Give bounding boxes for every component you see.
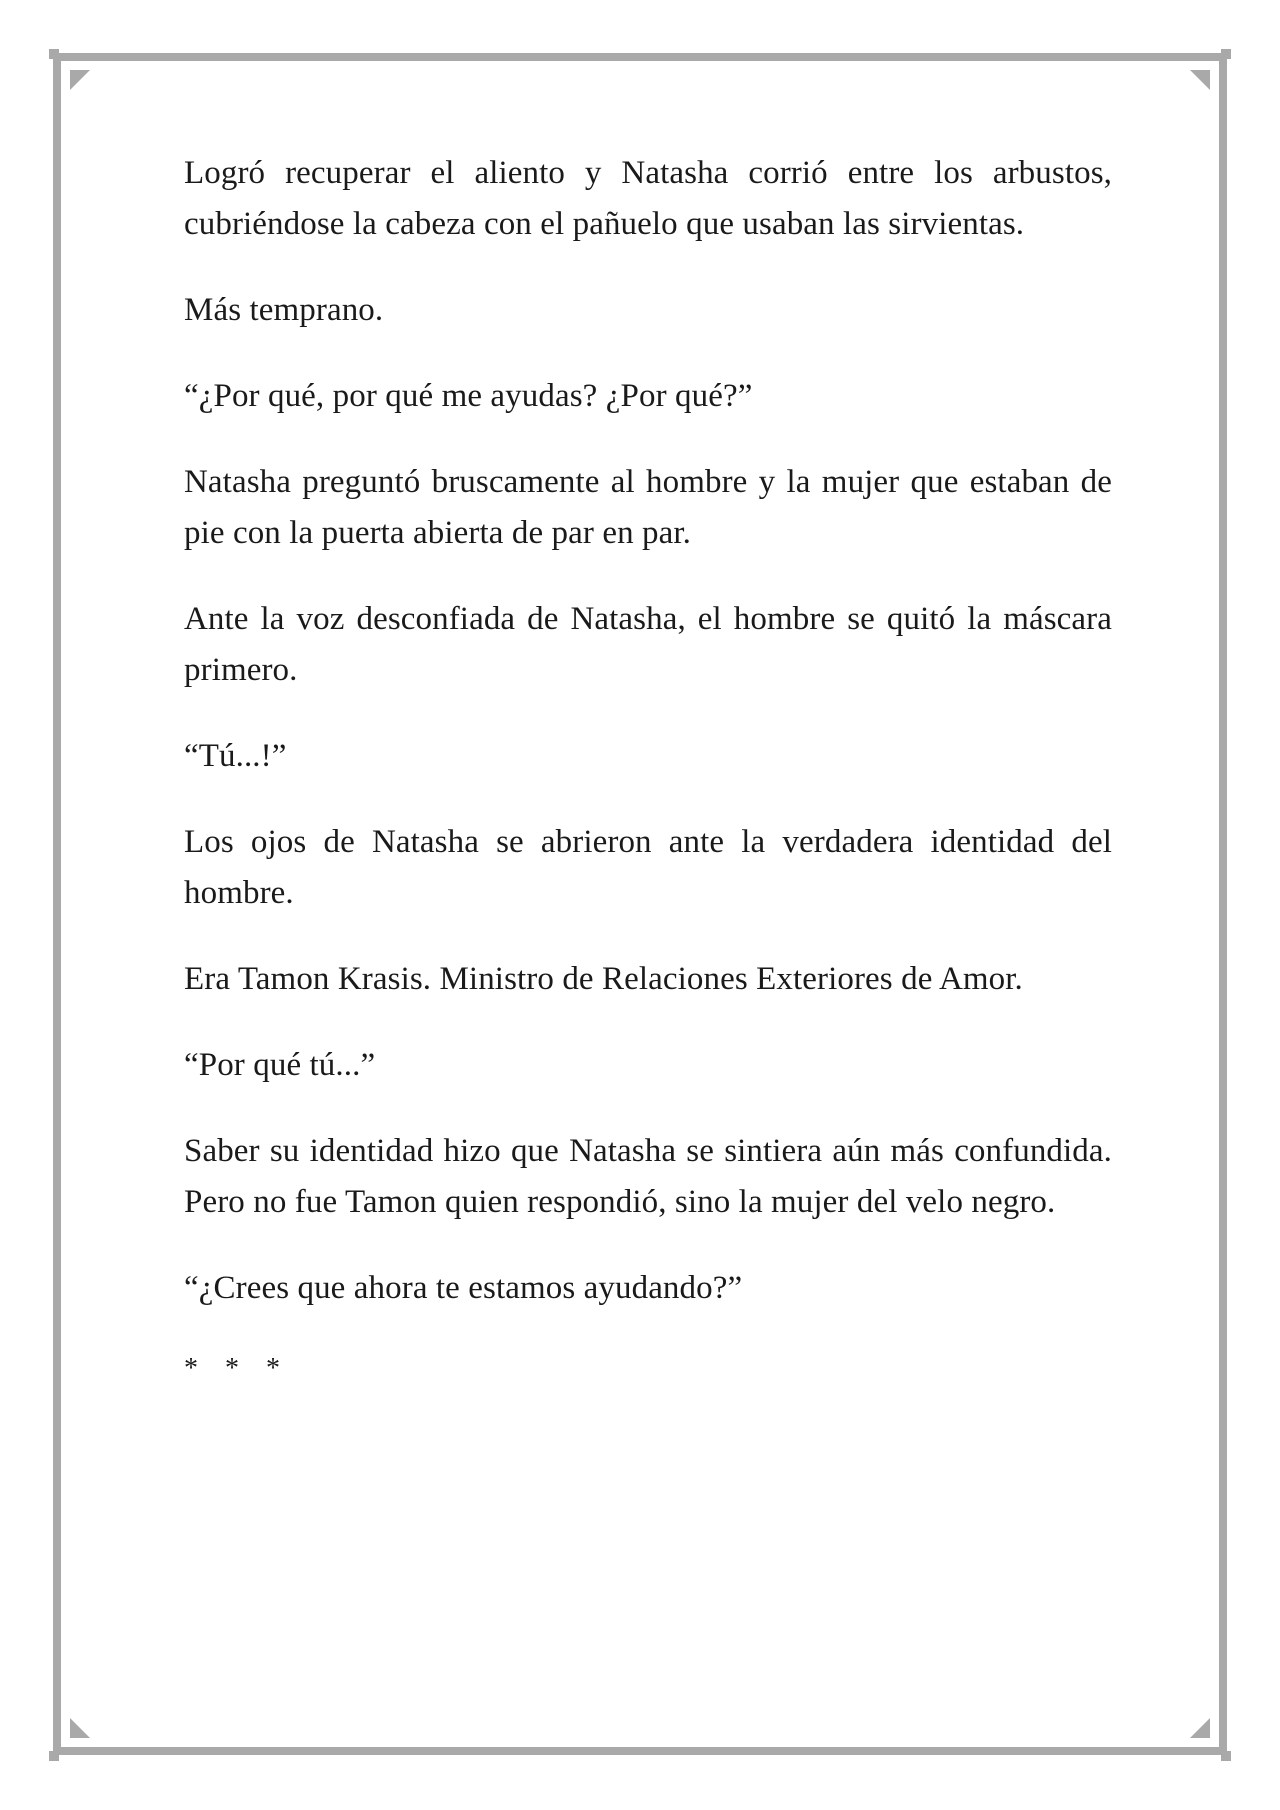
page-border-left xyxy=(53,58,61,1752)
dialogue-paragraph: “Tú...!” xyxy=(184,738,287,774)
corner-ornament-bottom-left xyxy=(49,1751,59,1761)
paragraph: Más temprano. xyxy=(184,292,384,328)
dialogue-paragraph: “Por qué tú...” xyxy=(184,1047,376,1083)
paragraph: Logró recuperar el aliento y Natasha corrió entre los arbustos, cubriéndose la cabeza con el pañuelo que usaban las sirvientas. xyxy=(184,155,1112,242)
corner-ornament-bottom-right xyxy=(1221,1751,1231,1761)
page-border-bottom xyxy=(58,1747,1222,1755)
corner-ornament-top-right xyxy=(1221,49,1231,59)
paragraph: Saber su identidad hizo que Natasha se sintiera aún más confundida. Pero no fue Tamon quien respondió, sino la mujer del velo negro. xyxy=(184,1133,1112,1220)
dialogue-paragraph: “¿Por qué, por qué me ayudas? ¿Por qué?” xyxy=(184,378,753,414)
paragraph: Los ojos de Natasha se abrieron ante la verdadera identidad del hombre. xyxy=(184,824,1112,911)
page-border-right xyxy=(1219,58,1227,1752)
corner-triangle-bottom-left xyxy=(70,1718,90,1738)
dialogue-paragraph: “¿Crees que ahora te estamos ayudando?” xyxy=(184,1270,743,1306)
corner-ornament-top-left xyxy=(49,49,59,59)
page-content xyxy=(184,148,1112,1389)
corner-triangle-top-right xyxy=(1190,70,1210,90)
paragraph: Natasha preguntó bruscamente al hombre y la mujer que estaban de pie con la puerta abierta de par en par. xyxy=(184,464,1112,551)
paragraph: Era Tamon Krasis. Ministro de Relaciones Exteriores de Amor. xyxy=(184,961,1023,997)
corner-triangle-bottom-right xyxy=(1190,1718,1210,1738)
scene-break: * * * xyxy=(184,1353,290,1384)
page-border-top xyxy=(58,53,1222,61)
corner-triangle-top-left xyxy=(70,70,90,90)
paragraph: Ante la voz desconfiada de Natasha, el hombre se quitó la máscara primero. xyxy=(184,601,1112,688)
